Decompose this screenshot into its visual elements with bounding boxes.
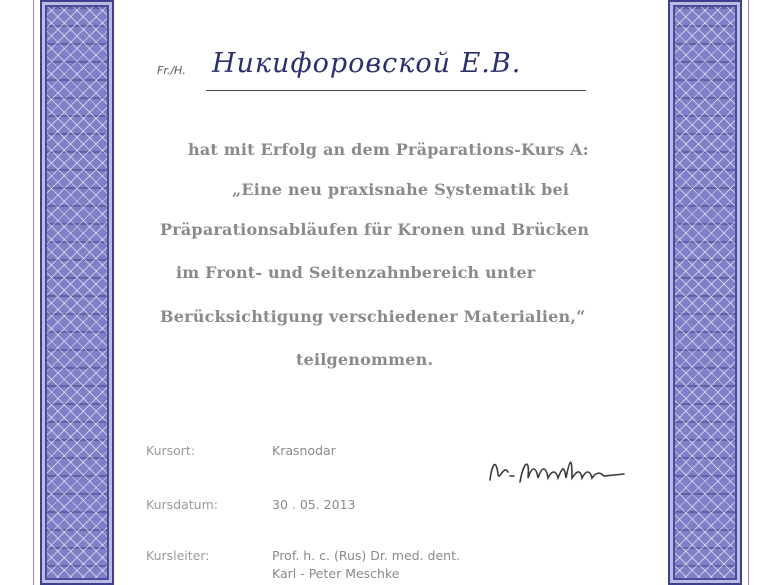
decorative-border-right	[668, 0, 742, 585]
course-leader-signature	[484, 452, 634, 488]
recipient-handwritten-name: Никифоровской Е.В.	[212, 48, 522, 79]
body-line-3: Präparationsabläufen für Kronen und Brücken	[160, 220, 590, 239]
recipient-prefix: Fr./H.	[157, 64, 186, 77]
body-line-2: „Eine neu praxisnahe Systematik bei	[232, 180, 570, 199]
body-line-1: hat mit Erfolg an dem Präparations-Kurs A:	[188, 140, 589, 159]
kursort-label: Kursort:	[146, 443, 196, 458]
body-line-5: Berücksichtigung verschiedener Materialien,“	[160, 307, 586, 326]
body-line-4: im Front- und Seitenzahnbereich unter	[176, 263, 536, 282]
outer-frame-line-left	[33, 0, 34, 585]
kursdatum-label: Kursdatum:	[146, 497, 218, 512]
kursleiter-line2: Karl - Peter Meschke	[272, 566, 400, 581]
name-underline	[206, 90, 586, 91]
body-line-6: teilgenommen.	[296, 350, 434, 369]
decorative-border-left	[40, 0, 114, 585]
kursleiter-line1: Prof. h. c. (Rus) Dr. med. dent.	[272, 548, 460, 563]
kursdatum-value: 30 . 05. 2013	[272, 497, 356, 512]
kursort-value: Krasnodar	[272, 443, 336, 458]
outer-frame-line-right	[748, 0, 749, 585]
kursleiter-label: Kursleiter:	[146, 548, 210, 563]
